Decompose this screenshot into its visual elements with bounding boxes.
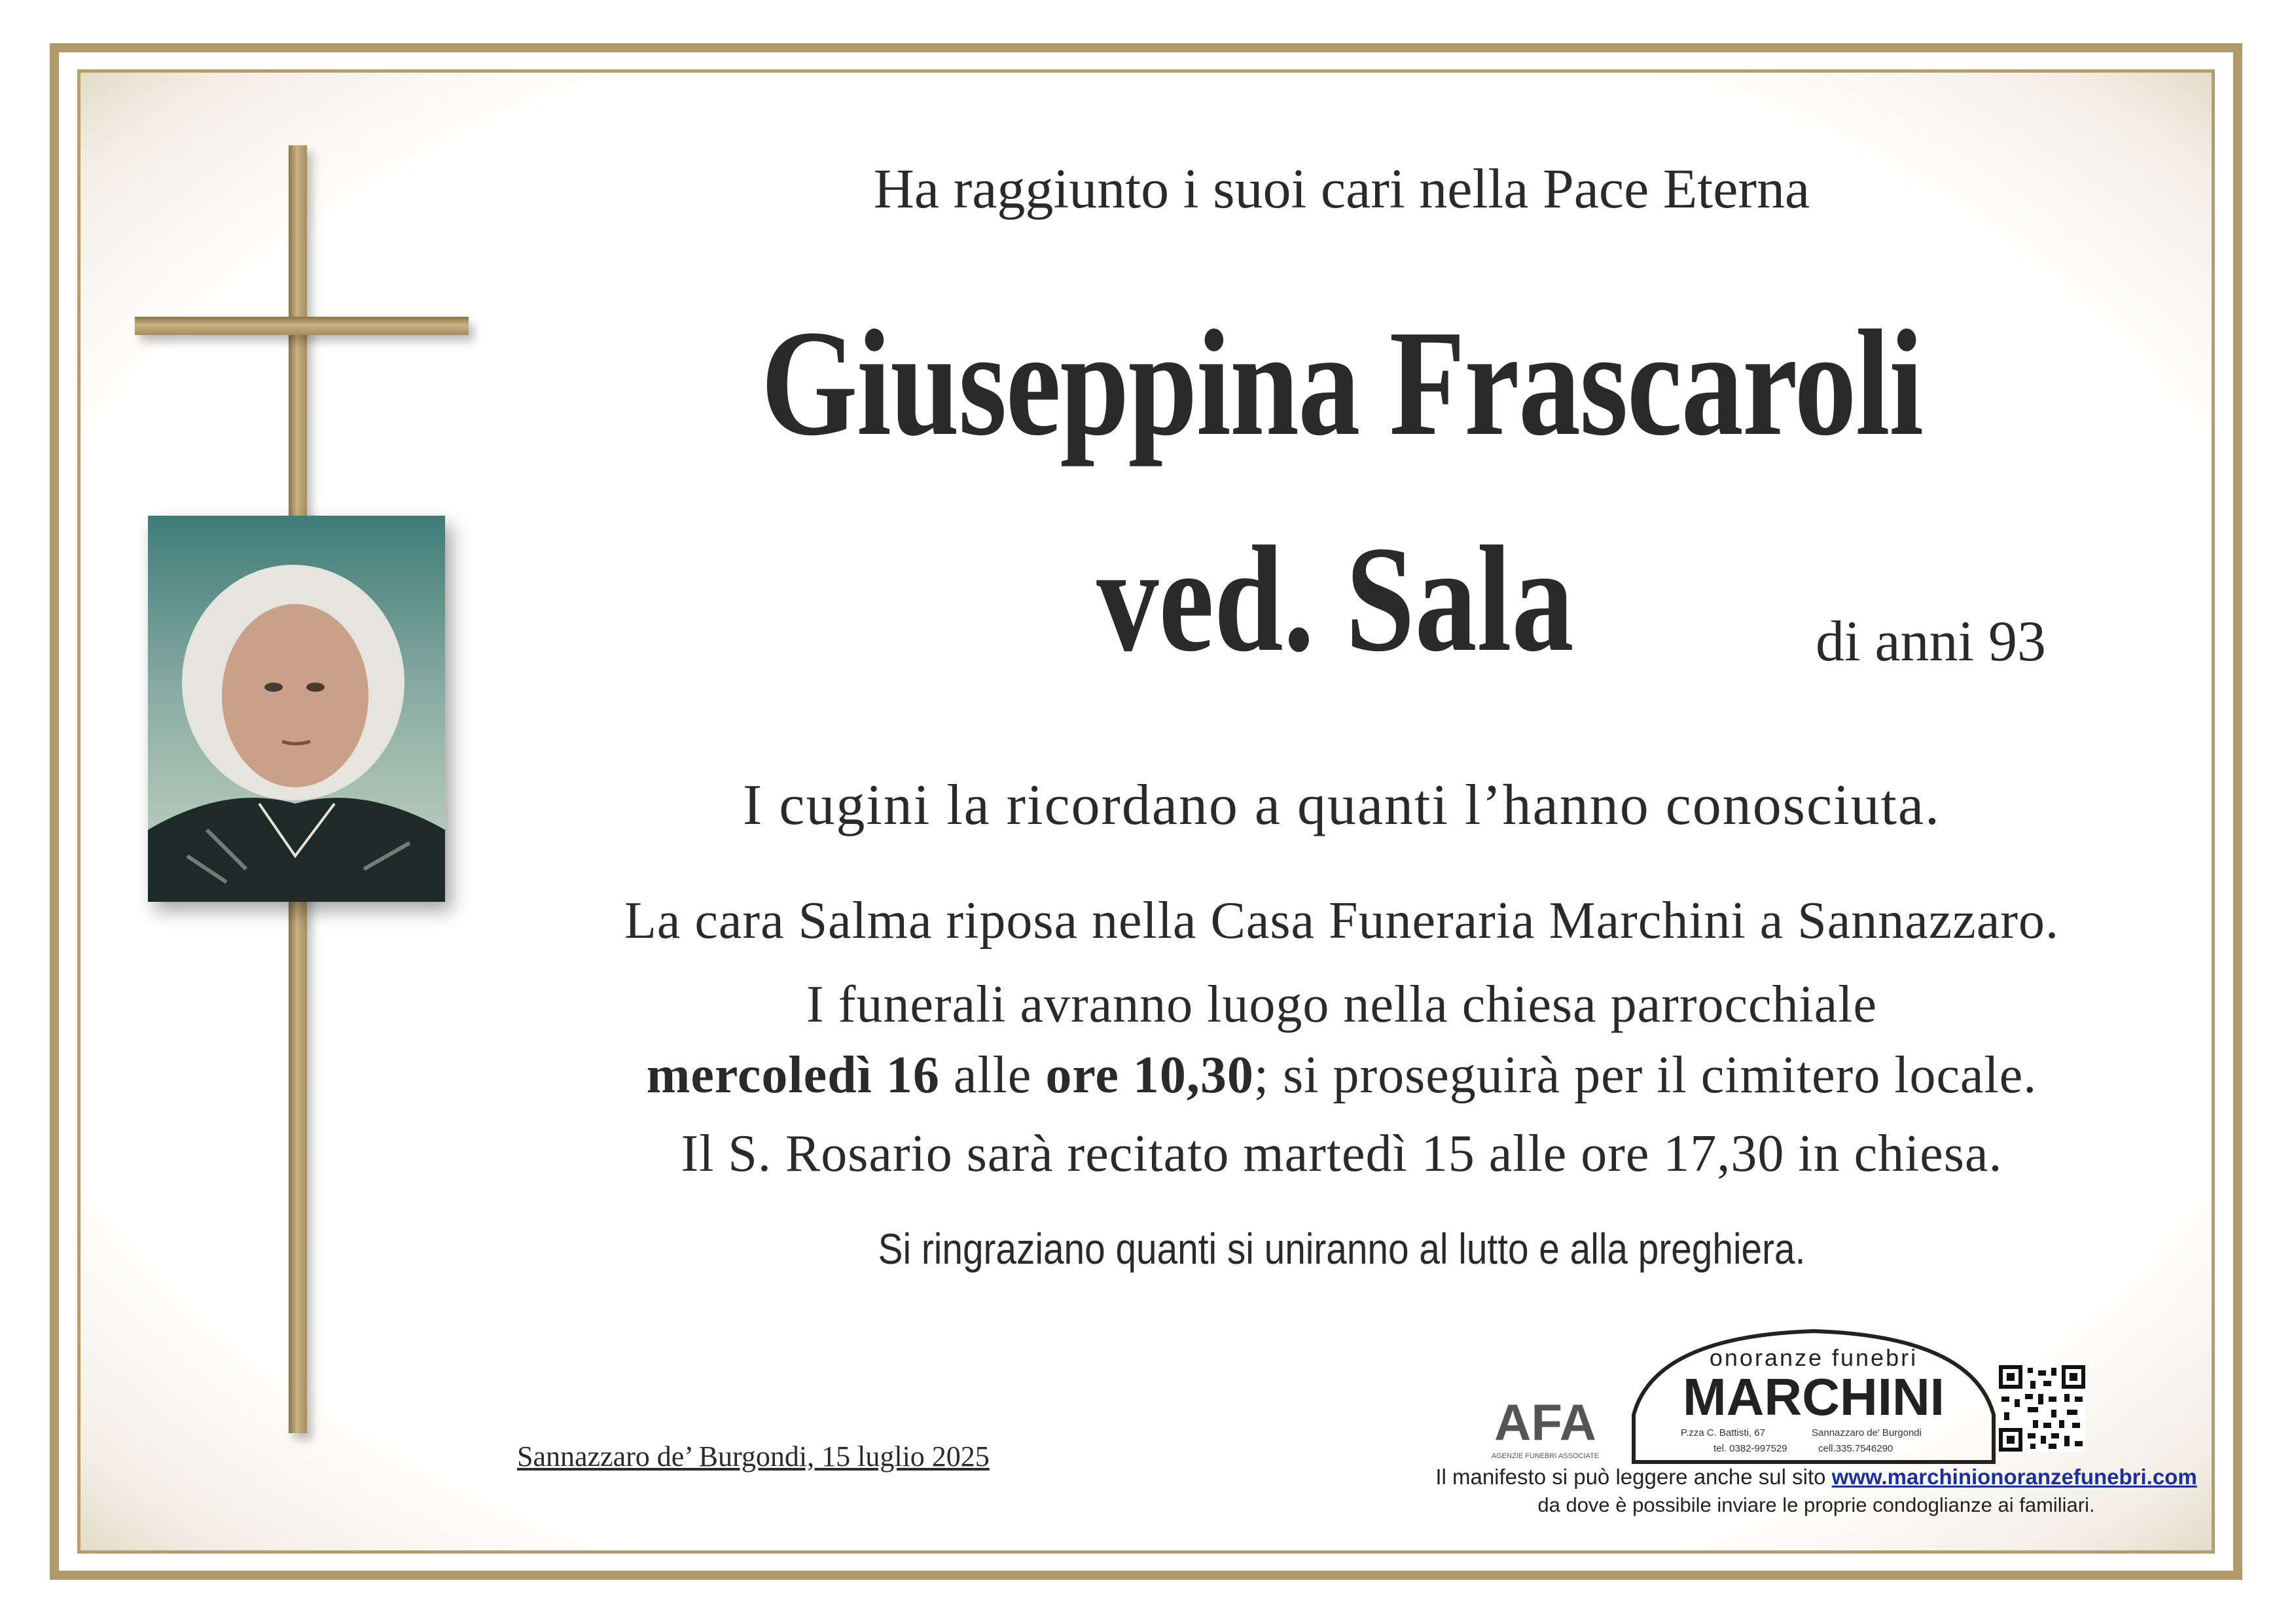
qr-code-icon[interactable] (1999, 1365, 2085, 1452)
deceased-age: di anni 93 (1816, 610, 2046, 673)
cross-horizontal-bar (135, 317, 469, 335)
funeral-date-line (458, 1046, 2225, 1105)
deceased-married-name: ved. Sala (1096, 515, 1574, 683)
rosary-line: Il S. Rosario sarà recitato martedì 15 alle ore 17,30 in chiesa. (681, 1125, 2003, 1183)
condolence-notice: da dove è possibile inviare le proprie condoglianze ai familiari. (1537, 1493, 2095, 1516)
marchini-tagline: onoranze funebri (1709, 1344, 1918, 1371)
salma-line: La cara Salma riposa nella Casa Funeraria Marchini a Sannazzaro. (624, 892, 2059, 950)
funeral-rest: ; si proseguirà per il cimitero locale. (1253, 1046, 2037, 1104)
marchini-name: MARCHINI (1683, 1368, 1945, 1426)
cousins-line: I cugini la ricordano a quanti l’hanno conosciuta. (742, 774, 1941, 837)
deceased-name: Giuseppina Frascaroli (761, 299, 1923, 467)
marchini-logo (1628, 1317, 1999, 1465)
funeral-line: I funerali avranno luogo nella chiesa parrocchiale (806, 976, 1877, 1033)
website-notice (1381, 1465, 2251, 1489)
place-date: Sannazzaro de’ Burgondi, 15 luglio 2025 (517, 1440, 990, 1472)
afa-subtitle: AGENZIE FUNEBRI ASSOCIATE (1491, 1452, 1600, 1460)
afa-logo (1477, 1393, 1614, 1465)
funeral-day: mercoledì 16 (646, 1046, 940, 1104)
afa-text: AFA (1494, 1393, 1596, 1451)
website-link[interactable]: www.marchinionoranzefunebri.com (1831, 1465, 2197, 1489)
marchini-cell: cell.335.7546290 (1818, 1443, 1893, 1454)
funeral-time: ore 10,30 (1045, 1046, 1254, 1104)
marchini-address: P.zza C. Battisti, 67 (1681, 1427, 1765, 1438)
thanks-line: Si ringraziano quanti si uniranno al lutto e alla preghiera. (878, 1224, 1806, 1273)
marchini-town: Sannazzaro de' Burgondi (1812, 1427, 1922, 1438)
intro-line: Ha raggiunto i suoi cari nella Pace Eterna (873, 157, 1810, 220)
funeral-alle: alle (939, 1046, 1046, 1104)
marchini-tel: tel. 0382-997529 (1713, 1443, 1787, 1454)
website-prefix: Il manifesto si può leggere anche sul sito (1435, 1465, 1832, 1489)
deceased-photo (148, 516, 445, 902)
